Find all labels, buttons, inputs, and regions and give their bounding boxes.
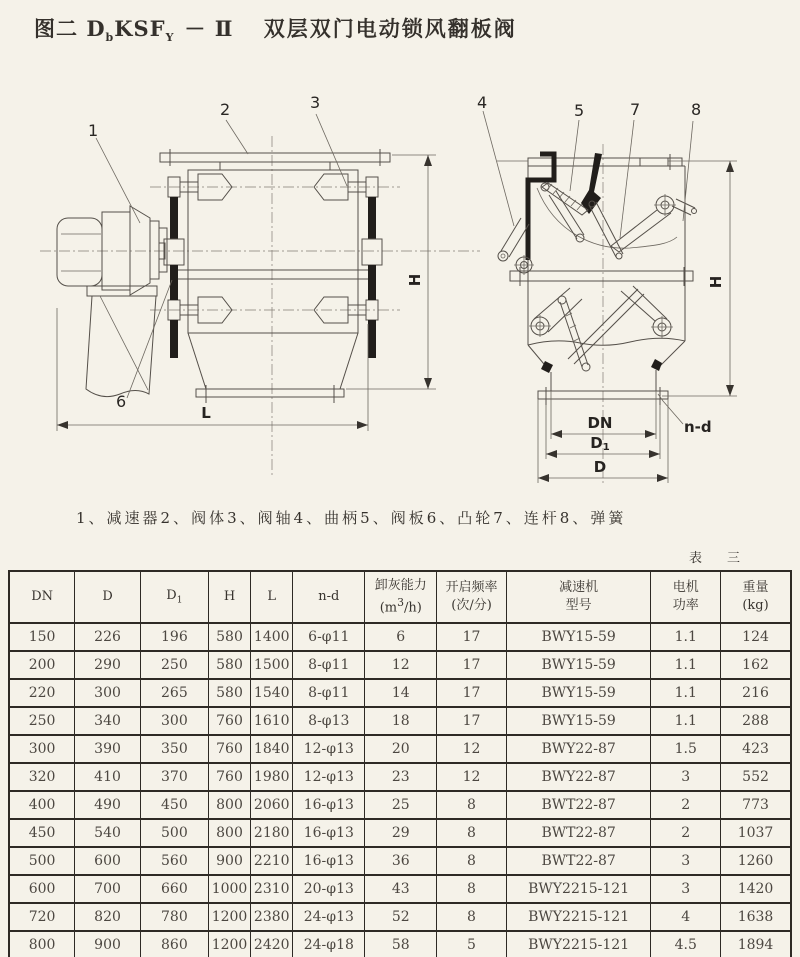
table-row (9, 707, 791, 735)
table-cell: BWY2215-121 (506, 875, 651, 903)
callout-3: 3 (310, 93, 321, 112)
col-header-line: H (223, 588, 236, 604)
table-cell: 290 (75, 651, 141, 679)
col-header-1 (9, 571, 75, 623)
callout-6: 6 (116, 392, 127, 411)
table-cell: 2060 (251, 791, 293, 819)
col-header-line: 电机 (672, 579, 699, 595)
callout-1: 1 (88, 121, 99, 140)
col-header-11 (721, 571, 791, 623)
table-row (9, 819, 791, 847)
col-header-5 (251, 571, 293, 623)
table-cell: BWY15-59 (506, 707, 651, 735)
table-cell: 1840 (251, 735, 293, 763)
dimension-L (57, 308, 368, 431)
table-cell: 250 (9, 707, 75, 735)
table-cell: 1894 (721, 931, 791, 957)
dimension-H-left (346, 155, 436, 389)
model-ksf: KSF (114, 16, 166, 41)
col-header-line: L (267, 588, 277, 604)
col-header-7 (365, 571, 437, 623)
table-cell: 6 (365, 623, 437, 651)
table-cell: 1037 (721, 819, 791, 847)
col-header-line: 重量 (742, 579, 769, 595)
table-cell: 17 (437, 707, 507, 735)
valve-body-right (528, 158, 685, 345)
spec-table-head (9, 571, 791, 623)
spec-table (8, 570, 792, 957)
col-header-3 (140, 571, 208, 623)
model-d: D (86, 16, 106, 41)
table-cell: 3 (651, 847, 721, 875)
table-cell: 340 (75, 707, 141, 735)
table-cell: 24-φ13 (293, 903, 365, 931)
table-cell: 600 (9, 875, 75, 903)
table-cell: 14 (365, 679, 437, 707)
middle-plate (510, 267, 693, 286)
table-row (9, 931, 791, 957)
col-header-line: $(m^3/h)$ (379, 595, 422, 616)
callout-4: 4 (477, 93, 488, 112)
parts-legend: 1、减速器2、阀体3、阀轴4、曲柄5、阀板6、凸轮7、连杆8、弹簧 (76, 509, 627, 527)
table-cell: 162 (721, 651, 791, 679)
table-row (9, 791, 791, 819)
table-cell: BWY2215-121 (506, 931, 651, 957)
table-cell: 2310 (251, 875, 293, 903)
col-header-line: 功率 (672, 598, 699, 613)
table-cell: 800 (9, 931, 75, 957)
table-cell: 2180 (251, 819, 293, 847)
table-cell: BWY15-59 (506, 623, 651, 651)
table-cell: 1610 (251, 707, 293, 735)
col-header-line: D (102, 588, 113, 604)
table-row (9, 623, 791, 651)
table-cell: 124 (721, 623, 791, 651)
table-cell: 500 (9, 847, 75, 875)
table-row (9, 875, 791, 903)
dim-label-nd: n-d (684, 418, 712, 436)
table-cell: 16-φ13 (293, 847, 365, 875)
table-cell: 1.1 (651, 651, 721, 679)
dim-label-D1 (590, 434, 609, 453)
table-cell: 1.1 (651, 623, 721, 651)
table-cell: 490 (75, 791, 141, 819)
table-cell: 1200 (208, 903, 250, 931)
col-header-line: $D_1$ (166, 587, 183, 606)
table-cell: 16-φ13 (293, 791, 365, 819)
table-cell: 300 (75, 679, 141, 707)
table-cell: 2380 (251, 903, 293, 931)
dim-label-H-left: H (406, 273, 424, 287)
table-cell: 1540 (251, 679, 293, 707)
table-row (9, 679, 791, 707)
callout-7: 7 (630, 100, 641, 119)
table-cell: 300 (9, 735, 75, 763)
table-cell: 1.1 (651, 679, 721, 707)
table-cell: 410 (75, 763, 141, 791)
table-cell: BWY22-87 (506, 763, 651, 791)
table-cell: BWY15-59 (506, 651, 651, 679)
table-cell: 58 (365, 931, 437, 957)
col-header-line: 减速机 (559, 579, 599, 595)
spec-table-body (9, 623, 791, 957)
table-cell: 43 (365, 875, 437, 903)
table-cell: 8 (437, 847, 507, 875)
table-cell: 18 (365, 707, 437, 735)
table-cell: 400 (9, 791, 75, 819)
dim-label-D1-main: D (590, 434, 603, 452)
table-cell: 1.5 (651, 735, 721, 763)
table-cell: 3 (651, 763, 721, 791)
table-cell: 390 (75, 735, 141, 763)
left-view-external (40, 93, 480, 476)
dim-label-D: D (593, 458, 607, 476)
col-header-line: 开启频率 (445, 579, 498, 595)
table-cell: 4 (651, 903, 721, 931)
valve-assembly-drawing (0, 58, 800, 506)
table-cell: 560 (140, 847, 208, 875)
dim-label-DN: DN (587, 414, 613, 432)
table-cell: BWY22-87 (506, 735, 651, 763)
table-cell: 450 (140, 791, 208, 819)
table-cell: 320 (9, 763, 75, 791)
table-cell: 580 (208, 623, 250, 651)
table-cell: 17 (437, 651, 507, 679)
table-cell: 29 (365, 819, 437, 847)
table-cell: 20-φ13 (293, 875, 365, 903)
table-cell: 12 (437, 735, 507, 763)
spec-head-row (9, 571, 791, 623)
motor-reducer (57, 206, 167, 295)
model-d-sub: b (105, 31, 115, 45)
col-header-line: (kg) (742, 598, 769, 613)
table-cell: 370 (140, 763, 208, 791)
valve-body (188, 170, 358, 333)
table-cell: 8 (437, 903, 507, 931)
middle-flange (176, 270, 374, 279)
table-cell: 1400 (251, 623, 293, 651)
model-code (86, 16, 251, 45)
table-cell: 1000 (208, 875, 250, 903)
table-row (9, 651, 791, 679)
dim-label-D1-sub: 1 (602, 442, 610, 453)
table-cell: 660 (140, 875, 208, 903)
table-cell: 216 (721, 679, 791, 707)
col-header-line: (次/分) (451, 598, 492, 613)
dimension-DN (551, 391, 656, 439)
model-ksf-sub: Y (165, 31, 175, 45)
table-cell: 3 (651, 875, 721, 903)
col-header-9 (506, 571, 651, 623)
table-cell: 773 (721, 791, 791, 819)
callout-2: 2 (220, 100, 231, 119)
table-cell: 16-φ13 (293, 819, 365, 847)
table-cell: 800 (208, 819, 250, 847)
col-header-line: 型号 (565, 598, 592, 613)
spring-tie-rods (164, 197, 382, 358)
dim-label-H-right: H (707, 275, 725, 289)
table-cell: 226 (75, 623, 141, 651)
table-cell: 5 (437, 931, 507, 957)
table-cell: 8 (437, 791, 507, 819)
table-cell: 800 (208, 791, 250, 819)
table-cell: BWT22-87 (506, 819, 651, 847)
table-cell: 17 (437, 679, 507, 707)
table-cell: 2 (651, 791, 721, 819)
table-cell: 220 (9, 679, 75, 707)
table-cell: 12-φ13 (293, 763, 365, 791)
top-flange (160, 153, 390, 162)
motor-support (86, 286, 157, 397)
callout-5: 5 (574, 101, 585, 120)
table-cell: 820 (75, 903, 141, 931)
col-header-line: DN (31, 588, 53, 604)
table-cell: 8 (437, 875, 507, 903)
table-cell: 8 (437, 819, 507, 847)
col-header-10 (651, 571, 721, 623)
table-cell: 720 (9, 903, 75, 931)
callout-8: 8 (691, 100, 702, 119)
table-cell: 2420 (251, 931, 293, 957)
left-view-callouts (88, 93, 347, 411)
table-cell: 580 (208, 651, 250, 679)
table-cell: 1638 (721, 903, 791, 931)
table-row (9, 847, 791, 875)
table-cell: 552 (721, 763, 791, 791)
title-prefix: 图二 (34, 16, 78, 41)
table-cell: 900 (75, 931, 141, 957)
table-cell: 780 (140, 903, 208, 931)
table-cell: 265 (140, 679, 208, 707)
table-cell: BWT22-87 (506, 847, 651, 875)
table-cell: 450 (9, 819, 75, 847)
discharge-hopper-right (528, 338, 685, 405)
col-header-2 (75, 571, 141, 623)
right-view-section (477, 93, 737, 486)
table-cell: 20 (365, 735, 437, 763)
dim-label-L: L (201, 404, 211, 422)
table-cell: 1.1 (651, 707, 721, 735)
col-header-line: 卸灰能力 (374, 577, 427, 593)
col-header-4 (208, 571, 250, 623)
table-cell: 8-φ13 (293, 707, 365, 735)
table-cell: 2 (651, 819, 721, 847)
table-cell: 300 (140, 707, 208, 735)
dimension-H-right (662, 161, 737, 396)
table-cell: 12-φ13 (293, 735, 365, 763)
lower-linkage (529, 286, 673, 371)
table-cell: 25 (365, 791, 437, 819)
table-cell: 288 (721, 707, 791, 735)
col-header-line: n-d (318, 588, 340, 604)
col-header-8 (437, 571, 507, 623)
table-cell: 423 (721, 735, 791, 763)
dimension-nd (658, 394, 712, 436)
table-cell: 500 (140, 819, 208, 847)
table-cell: BWY15-59 (506, 679, 651, 707)
table-cell: BWT22-87 (506, 791, 651, 819)
table-cell: 760 (208, 707, 250, 735)
table-cell: 1200 (208, 931, 250, 957)
discharge-hopper (188, 333, 358, 403)
model-dash: － Ⅱ (184, 16, 234, 41)
table-cell: 1420 (721, 875, 791, 903)
table-cell: 1260 (721, 847, 791, 875)
table-cell: 580 (208, 679, 250, 707)
table-cell: 760 (208, 763, 250, 791)
table-cell: 1980 (251, 763, 293, 791)
table-cell: 23 (365, 763, 437, 791)
table-cell: 4.5 (651, 931, 721, 957)
table-cell: 8-φ11 (293, 679, 365, 707)
table-cell: 540 (75, 819, 141, 847)
table-cell: 24-φ18 (293, 931, 365, 957)
table-caption: 表 三 (688, 551, 746, 566)
table-cell: 196 (140, 623, 208, 651)
table-cell: 860 (140, 931, 208, 957)
table-cell: 52 (365, 903, 437, 931)
table-cell: 2210 (251, 847, 293, 875)
table-cell: 17 (437, 623, 507, 651)
table-cell: 200 (9, 651, 75, 679)
table-cell: 760 (208, 735, 250, 763)
valve-flap (581, 153, 602, 214)
top-flange-right (528, 158, 682, 166)
title-name: 双层双门电动锁风翻板阀 (263, 16, 517, 41)
table-cell: BWY2215-121 (506, 903, 651, 931)
figure-title (34, 13, 517, 44)
seat-bracket (528, 154, 554, 260)
table-cell: 700 (75, 875, 141, 903)
table-cell: 8-φ11 (293, 651, 365, 679)
table-cell: 36 (365, 847, 437, 875)
table-row (9, 903, 791, 931)
table-cell: 900 (208, 847, 250, 875)
table-cell: 6-φ11 (293, 623, 365, 651)
crank-lever (541, 183, 588, 215)
table-cell: 12 (365, 651, 437, 679)
technical-drawing-area (0, 58, 800, 506)
table-cell: 350 (140, 735, 208, 763)
table-row (9, 735, 791, 763)
col-header-6 (293, 571, 365, 623)
table-cell: 600 (75, 847, 141, 875)
table-row (9, 763, 791, 791)
table-cell: 1500 (251, 651, 293, 679)
table-cell: 150 (9, 623, 75, 651)
table-cell: 250 (140, 651, 208, 679)
table-cell: 12 (437, 763, 507, 791)
